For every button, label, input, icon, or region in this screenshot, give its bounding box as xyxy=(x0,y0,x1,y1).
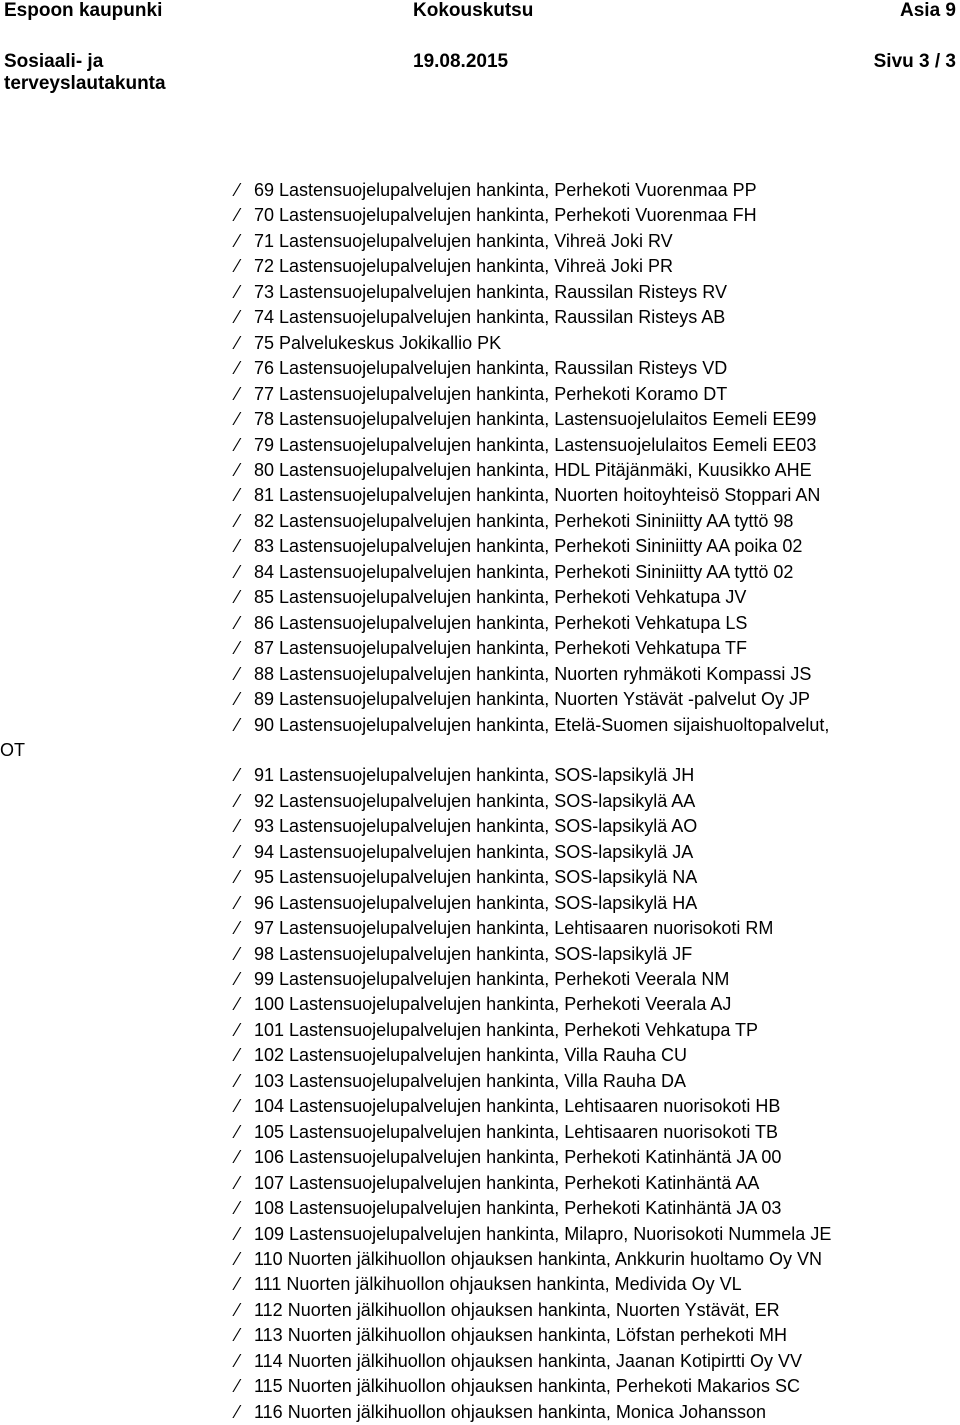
bullet-dash-icon: ⁄ xyxy=(236,510,240,531)
list-item-text: 103 Lastensuojelupalvelujen hankinta, Villa Rauha DA xyxy=(254,1070,686,1091)
list-item xyxy=(236,1145,960,1170)
list-item xyxy=(236,280,960,305)
bullet-dash-icon: ⁄ xyxy=(236,1198,240,1219)
list-item-text: 69 Lastensuojelupalvelujen hankinta, Perhekoti Vuorenmaa PP xyxy=(254,180,757,200)
list-item-text: 95 Lastensuojelupalvelujen hankinta, SOS-lapsikylä NA xyxy=(254,867,698,888)
list-item-text: 113 Nuorten jälkihuollon ohjauksen hankinta, Löfstan perhekoti MH xyxy=(254,1325,788,1346)
bullet-dash-icon: ⁄ xyxy=(236,1045,240,1066)
list-item xyxy=(236,356,960,381)
meeting-date: 19.08.2015 xyxy=(413,51,509,72)
list-item-text: 70 Lastensuojelupalvelujen hankinta, Perhekoti Vuorenmaa FH xyxy=(254,205,757,226)
list-item xyxy=(0,713,960,764)
list-item xyxy=(236,1222,960,1247)
list-item xyxy=(236,254,960,279)
organization-name: Espoon kaupunki xyxy=(4,0,163,21)
list-item xyxy=(236,1247,960,1272)
list-item-text: 82 Lastensuojelupalvelujen hankinta, Perhekoti Sininiitty AA tyttö 98 xyxy=(254,510,794,531)
bullet-dash-icon: ⁄ xyxy=(236,332,240,353)
bullet-dash-icon: ⁄ xyxy=(236,1350,240,1371)
bullet-dash-icon: ⁄ xyxy=(236,994,240,1015)
bullet-dash-icon: ⁄ xyxy=(236,409,240,430)
list-item-text: 102 Lastensuojelupalvelujen hankinta, Villa Rauha CU xyxy=(254,1045,687,1066)
list-item-text: 100 Lastensuojelupalvelujen hankinta, Perhekoti Veerala AJ xyxy=(254,994,732,1015)
list-item xyxy=(236,1196,960,1221)
list-item xyxy=(236,1171,960,1196)
list-item-text: 101 Lastensuojelupalvelujen hankinta, Perhekoti Vehkatupa TP xyxy=(254,1019,759,1040)
list-item-text: 83 Lastensuojelupalvelujen hankinta, Perhekoti Sininiitty AA poika 02 xyxy=(254,536,803,557)
bullet-dash-icon: ⁄ xyxy=(236,969,240,990)
bullet-dash-icon: ⁄ xyxy=(236,1096,240,1117)
list-item xyxy=(236,662,960,687)
bullet-dash-icon: ⁄ xyxy=(236,180,240,200)
list-item xyxy=(236,763,960,788)
bullet-dash-icon: ⁄ xyxy=(236,1223,240,1244)
list-item-text: 87 Lastensuojelupalvelujen hankinta, Perhekoti Vehkatupa TF xyxy=(254,638,748,659)
list-item xyxy=(236,560,960,585)
attachment-list xyxy=(0,178,960,1425)
list-item xyxy=(236,1043,960,1068)
list-item-text: 99 Lastensuojelupalvelujen hankinta, Perhekoti Veerala NM xyxy=(254,969,730,990)
list-item xyxy=(236,636,960,661)
list-item-text: 84 Lastensuojelupalvelujen hankinta, Perhekoti Sininiitty AA tyttö 02 xyxy=(254,561,794,582)
bullet-dash-icon: ⁄ xyxy=(236,892,240,913)
bullet-dash-icon: ⁄ xyxy=(236,434,240,455)
list-item-text: 94 Lastensuojelupalvelujen hankinta, SOS-lapsikylä JA xyxy=(254,841,694,862)
bullet-dash-icon: ⁄ xyxy=(236,1249,240,1270)
list-item-text: 80 Lastensuojelupalvelujen hankinta, HDL Pitäjänmäki, Kuusikko AHE xyxy=(254,459,812,480)
list-item-text: 79 Lastensuojelupalvelujen hankinta, Lastensuojelulaitos Eemeli EE03 xyxy=(254,434,817,455)
bullet-dash-icon: ⁄ xyxy=(236,307,240,328)
list-item-text: 77 Lastensuojelupalvelujen hankinta, Perhekoti Koramo DT xyxy=(254,383,728,404)
list-item-text: 110 Nuorten jälkihuollon ohjauksen hankinta, Ankkurin huoltamo Oy VN xyxy=(254,1249,823,1270)
list-item-text: 76 Lastensuojelupalvelujen hankinta, Raussilan Risteys VD xyxy=(254,358,728,379)
list-item-text: 114 Nuorten jälkihuollon ohjauksen hankinta, Jaanan Kotipirtti Oy VV xyxy=(254,1350,803,1371)
bullet-dash-icon: ⁄ xyxy=(236,689,240,710)
bullet-dash-icon: ⁄ xyxy=(236,1401,240,1422)
list-item-text: 74 Lastensuojelupalvelujen hankinta, Raussilan Risteys AB xyxy=(254,307,726,328)
bullet-dash-icon: ⁄ xyxy=(236,638,240,659)
bullet-dash-icon: ⁄ xyxy=(236,1376,240,1397)
agenda-item-number: Asia 9 xyxy=(900,0,956,21)
list-item-text: 90 Lastensuojelupalvelujen hankinta, Etelä-Suomen sijaishuoltopalvelut, xyxy=(254,714,830,735)
list-item-text: 109 Lastensuojelupalvelujen hankinta, Milapro, Nuorisokoti Nummela JE xyxy=(254,1223,832,1244)
bullet-dash-icon: ⁄ xyxy=(236,1019,240,1040)
list-item-text: 73 Lastensuojelupalvelujen hankinta, Raussilan Risteys RV xyxy=(254,281,727,302)
list-item xyxy=(236,433,960,458)
list-item-text: 72 Lastensuojelupalvelujen hankinta, Vihreä Joki PR xyxy=(254,256,673,277)
list-item xyxy=(236,229,960,254)
bullet-dash-icon: ⁄ xyxy=(236,256,240,277)
bullet-dash-icon: ⁄ xyxy=(236,790,240,811)
list-item xyxy=(236,891,960,916)
bullet-dash-icon: ⁄ xyxy=(236,281,240,302)
list-item-text: 71 Lastensuojelupalvelujen hankinta, Vihreä Joki RV xyxy=(254,230,673,251)
list-item-text: 98 Lastensuojelupalvelujen hankinta, SOS-lapsikylä JF xyxy=(254,943,693,964)
list-item xyxy=(236,382,960,407)
bullet-dash-icon: ⁄ xyxy=(236,918,240,939)
bullet-dash-icon: ⁄ xyxy=(236,230,240,251)
list-item xyxy=(236,687,960,712)
list-item-text: 86 Lastensuojelupalvelujen hankinta, Perhekoti Vehkatupa LS xyxy=(254,612,748,633)
list-item xyxy=(236,789,960,814)
list-item xyxy=(236,865,960,890)
list-item xyxy=(236,483,960,508)
list-item-text: 85 Lastensuojelupalvelujen hankinta, Perhekoti Vehkatupa JV xyxy=(254,587,747,608)
list-item-text: 104 Lastensuojelupalvelujen hankinta, Lehtisaaren nuorisokoti HB xyxy=(254,1096,781,1117)
list-item xyxy=(236,611,960,636)
list-item xyxy=(236,814,960,839)
list-item-text: 116 Nuorten jälkihuollon ohjauksen hankinta, Monica Johansson xyxy=(254,1401,767,1422)
list-item xyxy=(236,1272,960,1297)
list-item xyxy=(236,1374,960,1399)
list-item-text: 93 Lastensuojelupalvelujen hankinta, SOS-lapsikylä AO xyxy=(254,816,698,837)
list-item xyxy=(236,407,960,432)
bullet-dash-icon: ⁄ xyxy=(236,612,240,633)
bullet-dash-icon: ⁄ xyxy=(236,867,240,888)
page-number: Sivu 3 / 3 xyxy=(873,51,956,72)
list-item xyxy=(236,1018,960,1043)
committee-name: Sosiaali- ja terveyslautakunta xyxy=(4,51,166,94)
list-item-text: 75 Palvelukeskus Jokikallio PK xyxy=(254,332,502,353)
list-item xyxy=(236,509,960,534)
bullet-dash-icon: ⁄ xyxy=(236,663,240,684)
bullet-dash-icon: ⁄ xyxy=(236,205,240,226)
bullet-dash-icon: ⁄ xyxy=(236,1274,240,1295)
list-item-text: 81 Lastensuojelupalvelujen hankinta, Nuorten hoitoyhteisö Stoppari AN xyxy=(254,485,821,506)
list-item-continuation: OT xyxy=(0,739,25,760)
list-item-text: 111 Nuorten jälkihuollon ohjauksen hankinta, Medivida Oy VL xyxy=(254,1274,742,1295)
bullet-dash-icon: ⁄ xyxy=(236,1121,240,1142)
bullet-dash-icon: ⁄ xyxy=(236,816,240,837)
list-item xyxy=(236,1094,960,1119)
list-item xyxy=(236,1349,960,1374)
list-item-text: 92 Lastensuojelupalvelujen hankinta, SOS-lapsikylä AA xyxy=(254,790,696,811)
list-item xyxy=(236,916,960,941)
bullet-dash-icon: ⁄ xyxy=(236,459,240,480)
bullet-dash-icon: ⁄ xyxy=(236,841,240,862)
bullet-dash-icon: ⁄ xyxy=(236,943,240,964)
list-item xyxy=(236,585,960,610)
bullet-dash-icon: ⁄ xyxy=(236,536,240,557)
list-item-text: 107 Lastensuojelupalvelujen hankinta, Perhekoti Katinhäntä AA xyxy=(254,1172,760,1193)
bullet-dash-icon: ⁄ xyxy=(236,1070,240,1091)
bullet-dash-icon: ⁄ xyxy=(236,561,240,582)
bullet-dash-icon: ⁄ xyxy=(236,1147,240,1168)
list-item-text: 78 Lastensuojelupalvelujen hankinta, Lastensuojelulaitos Eemeli EE99 xyxy=(254,409,817,430)
list-item xyxy=(236,331,960,356)
page-header xyxy=(0,0,960,100)
list-item-text: 108 Lastensuojelupalvelujen hankinta, Perhekoti Katinhäntä JA 03 xyxy=(254,1198,782,1219)
bullet-dash-icon: ⁄ xyxy=(236,1299,240,1320)
list-item xyxy=(236,1298,960,1323)
bullet-dash-icon: ⁄ xyxy=(236,1172,240,1193)
list-item-text: 97 Lastensuojelupalvelujen hankinta, Lehtisaaren nuorisokoti RM xyxy=(254,918,774,939)
bullet-dash-icon: ⁄ xyxy=(236,1325,240,1346)
bullet-dash-icon: ⁄ xyxy=(236,714,240,735)
list-item xyxy=(236,967,960,992)
bullet-dash-icon: ⁄ xyxy=(236,358,240,379)
list-item-text: 89 Lastensuojelupalvelujen hankinta, Nuorten Ystävät -palvelut Oy JP xyxy=(254,689,811,710)
document-type: Kokouskutsu xyxy=(413,0,534,21)
list-item-text: 105 Lastensuojelupalvelujen hankinta, Lehtisaaren nuorisokoti TB xyxy=(254,1121,779,1142)
bullet-dash-icon: ⁄ xyxy=(236,587,240,608)
list-item xyxy=(236,992,960,1017)
list-item xyxy=(236,840,960,865)
list-item xyxy=(236,458,960,483)
list-item xyxy=(236,534,960,559)
list-item xyxy=(236,1323,960,1348)
bullet-dash-icon: ⁄ xyxy=(236,765,240,786)
list-item xyxy=(236,1069,960,1094)
list-item-text: 106 Lastensuojelupalvelujen hankinta, Perhekoti Katinhäntä JA 00 xyxy=(254,1147,782,1168)
list-item xyxy=(236,1120,960,1145)
list-item xyxy=(236,305,960,330)
list-item-text: 91 Lastensuojelupalvelujen hankinta, SOS-lapsikylä JH xyxy=(254,765,695,786)
list-item xyxy=(236,1400,960,1425)
list-item-text: 96 Lastensuojelupalvelujen hankinta, SOS-lapsikylä HA xyxy=(254,892,698,913)
list-item-text: 115 Nuorten jälkihuollon ohjauksen hankinta, Perhekoti Makarios SC xyxy=(254,1376,800,1397)
list-item-text: 112 Nuorten jälkihuollon ohjauksen hankinta, Nuorten Ystävät, ER xyxy=(254,1299,780,1320)
list-item-text: 88 Lastensuojelupalvelujen hankinta, Nuorten ryhmäkoti Kompassi JS xyxy=(254,663,812,684)
bullet-dash-icon: ⁄ xyxy=(236,383,240,404)
list-item xyxy=(236,203,960,228)
bullet-dash-icon: ⁄ xyxy=(236,485,240,506)
list-item xyxy=(236,942,960,967)
list-item xyxy=(236,178,960,203)
